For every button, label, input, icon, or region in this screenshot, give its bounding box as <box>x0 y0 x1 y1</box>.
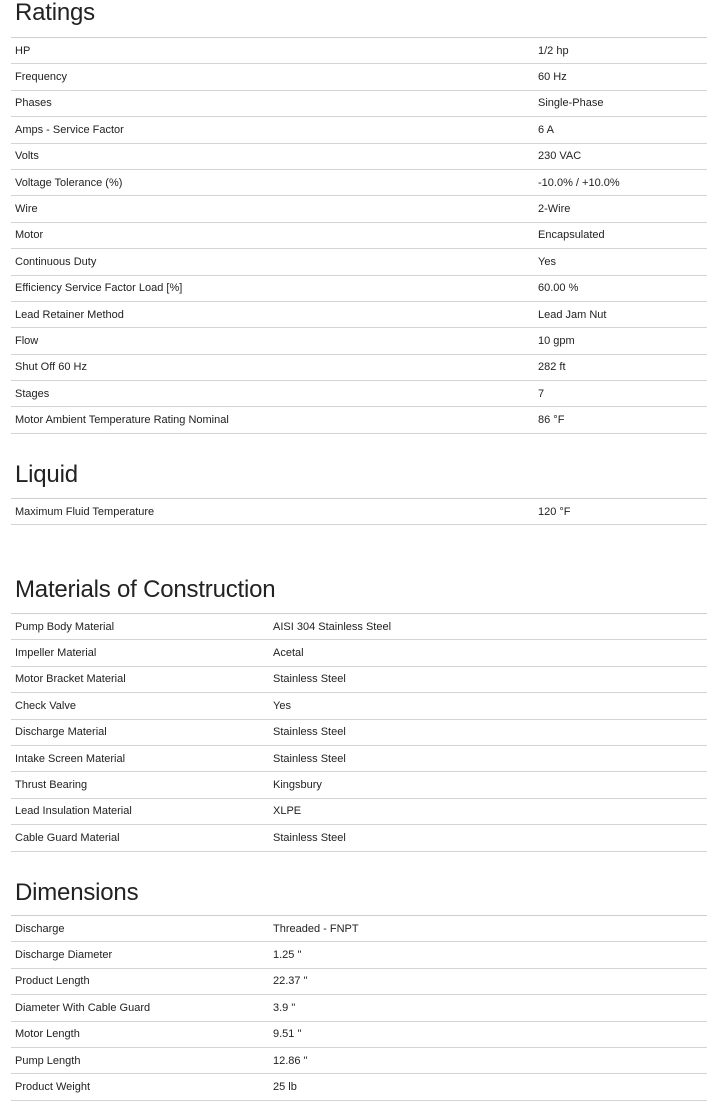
row-label: Amps - Service Factor <box>15 123 124 136</box>
row-value: 25 lb <box>273 1081 297 1094</box>
table-row <box>11 38 707 64</box>
row-value: 86 °F <box>538 414 565 427</box>
row-value: 7 <box>538 387 545 400</box>
table-row <box>11 499 707 525</box>
table-row <box>11 825 707 851</box>
row-label: Motor <box>15 229 44 242</box>
row-label: Diameter With Cable Guard <box>15 1001 151 1014</box>
dimensions-section <box>11 877 707 1101</box>
row-value: 60.00 % <box>538 282 579 295</box>
row-label: Discharge <box>15 922 65 935</box>
row-label: Motor Length <box>15 1028 80 1041</box>
row-label: Impeller Material <box>15 647 97 660</box>
materials-section <box>11 574 707 852</box>
row-label: Efficiency Service Factor Load [%] <box>15 282 183 295</box>
ratings-section <box>11 0 707 434</box>
row-value: XLPE <box>273 805 302 818</box>
dimensions-table <box>11 915 707 1101</box>
row-value: 22.37 " <box>273 975 308 988</box>
row-label: Stages <box>15 387 50 400</box>
row-label: Maximum Fluid Temperature <box>15 505 155 518</box>
row-value: Kingsbury <box>273 779 322 792</box>
section-title: Dimensions <box>15 879 139 906</box>
table-row <box>11 117 707 143</box>
table-row <box>11 799 707 825</box>
table-row <box>11 328 707 354</box>
liquid-table <box>11 498 707 525</box>
row-value: Threaded - FNPT <box>273 922 359 935</box>
row-value: Yes <box>273 699 291 712</box>
row-label: Voltage Tolerance (%) <box>15 176 123 189</box>
row-value: 2-Wire <box>538 203 571 216</box>
row-label: Intake Screen Material <box>15 752 126 765</box>
row-label: Lead Retainer Method <box>15 308 124 321</box>
row-label: Volts <box>15 150 39 163</box>
row-label: Check Valve <box>15 699 76 712</box>
table-row <box>11 916 707 942</box>
table-row <box>11 196 707 222</box>
table-row <box>11 995 707 1021</box>
row-label: Motor Bracket Material <box>15 673 126 686</box>
table-row <box>11 1022 707 1048</box>
row-value: 12.86 " <box>273 1054 308 1067</box>
table-row <box>11 614 707 640</box>
liquid-section <box>11 460 707 525</box>
row-value: 1/2 hp <box>538 44 569 57</box>
row-value: 9.51 " <box>273 1028 302 1041</box>
row-value: 60 Hz <box>538 71 567 84</box>
row-label: Phases <box>15 97 52 110</box>
ratings-table <box>11 37 707 434</box>
row-value: 1.25 " <box>273 949 302 962</box>
row-value: Stainless Steel <box>273 673 346 686</box>
row-value: Single-Phase <box>538 97 604 110</box>
table-row <box>11 1048 707 1074</box>
row-value: 120 °F <box>538 505 571 518</box>
row-value: AISI 304 Stainless Steel <box>273 620 392 633</box>
table-row <box>11 249 707 275</box>
table-row <box>11 302 707 328</box>
row-value: Stainless Steel <box>273 831 346 844</box>
row-value: 3.9 " <box>273 1001 296 1014</box>
row-label: Wire <box>15 203 38 216</box>
table-row <box>11 91 707 117</box>
row-label: Pump Length <box>15 1054 81 1067</box>
row-label: Pump Body Material <box>15 620 115 633</box>
row-value: 230 VAC <box>538 150 582 163</box>
table-row <box>11 276 707 302</box>
row-value: Stainless Steel <box>273 726 346 739</box>
table-row <box>11 667 707 693</box>
section-title: Ratings <box>15 0 95 26</box>
table-row <box>11 772 707 798</box>
table-row <box>11 144 707 170</box>
row-label: Discharge Material <box>15 726 107 739</box>
section-title: Materials of Construction <box>15 576 276 603</box>
row-value: Acetal <box>273 647 304 660</box>
row-label: HP <box>15 44 31 57</box>
row-value: 10 gpm <box>538 334 575 347</box>
table-row <box>11 693 707 719</box>
row-value: Lead Jam Nut <box>538 308 607 321</box>
table-row <box>11 355 707 381</box>
table-row <box>11 64 707 90</box>
table-row <box>11 170 707 196</box>
row-label: Shut Off 60 Hz <box>15 361 87 374</box>
row-label: Product Length <box>15 975 90 988</box>
table-row <box>11 640 707 666</box>
section-title: Liquid <box>15 461 78 488</box>
row-label: Thrust Bearing <box>15 779 88 792</box>
table-row <box>11 223 707 249</box>
table-row <box>11 407 707 433</box>
row-label: Discharge Diameter <box>15 949 113 962</box>
row-value: 6 A <box>538 123 554 136</box>
table-row <box>11 969 707 995</box>
row-label: Frequency <box>15 71 67 84</box>
row-value: 282 ft <box>538 361 566 374</box>
table-row <box>11 1074 707 1100</box>
row-label: Continuous Duty <box>15 255 97 268</box>
row-label: Product Weight <box>15 1081 91 1094</box>
row-label: Lead Insulation Material <box>15 805 132 818</box>
materials-table <box>11 613 707 852</box>
table-row <box>11 381 707 407</box>
row-value: Encapsulated <box>538 229 605 242</box>
table-row <box>11 746 707 772</box>
row-label: Flow <box>15 334 39 347</box>
table-row <box>11 720 707 746</box>
row-label: Cable Guard Material <box>15 831 120 844</box>
table-row <box>11 942 707 968</box>
row-value: -10.0% / +10.0% <box>538 176 620 189</box>
row-value: Yes <box>538 255 556 268</box>
row-label: Motor Ambient Temperature Rating Nominal <box>15 414 229 427</box>
row-value: Stainless Steel <box>273 752 346 765</box>
